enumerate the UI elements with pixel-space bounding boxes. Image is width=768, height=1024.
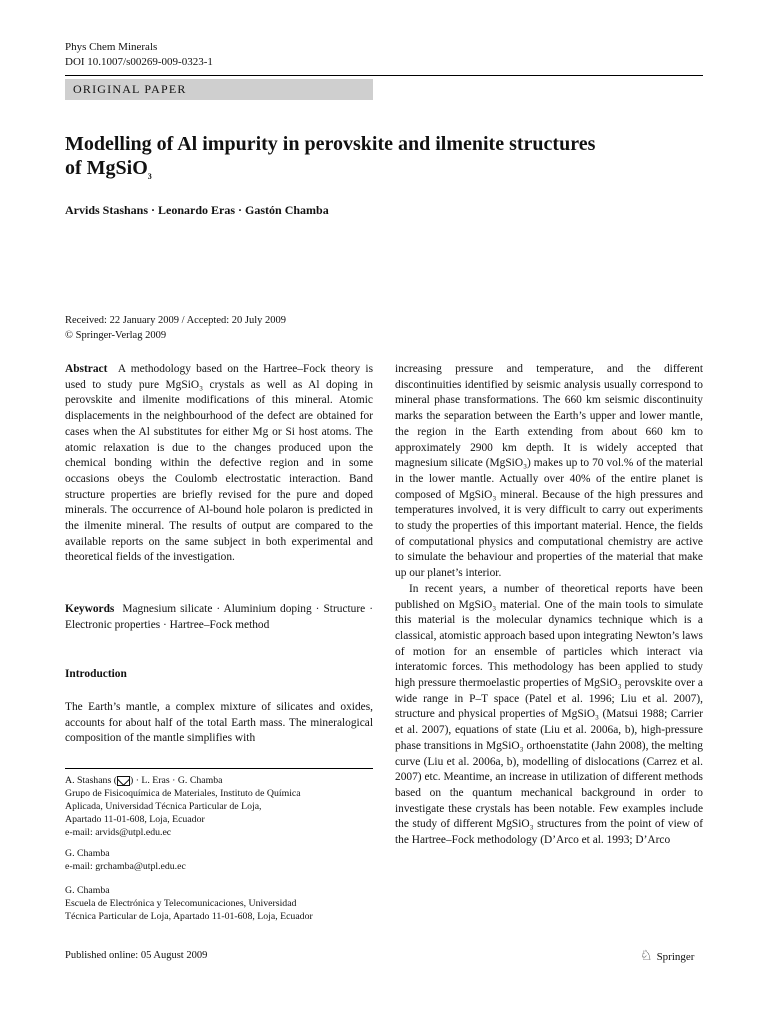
copyright: © Springer-Verlag 2009	[65, 330, 167, 341]
affiliation-1	[65, 774, 373, 839]
affiliation-3-dept: Escuela de Electrónica y Telecomunicaciones, Universidad	[65, 898, 297, 909]
abstract-text: A methodology based on the Hartree–Fock theory is used to study pure MgSiO₃ crystals as well as Al doping in perovskite and ilmenite modifications of this mineral. Atomic displacements in the neighbourhood of the defect are obtained for cases when the Al substitutes for either Mg or Si host atoms. The atomic relaxation is due to the changes produced upon the chemical bonding within the defective region and in some occasions obeys the Coulomb electrostatic interaction. Band structure properties are briefly revised for the pure and doped minerals. The occurrence of Al-bound hole polaron is predicted in the ilmenite mineral. The results of output are compared to the available reports on the same subject in both experimental and theoretical fields of the investigation.	[65, 363, 374, 564]
abstract	[65, 362, 373, 566]
author-name: A. Stashans (	[65, 775, 117, 786]
journal-header	[65, 40, 213, 70]
published-online: Published online: 05 August 2009	[65, 950, 208, 961]
title-line-2-text: of MgSiO	[65, 157, 148, 179]
keywords	[65, 602, 373, 633]
paragraph-1: increasing pressure and temperature, and the different discontinuities identified by seismic analysis usually correspond to mineral phase transformations. The 660 km seismic discontinuity marks the separation between the Earth’s upper and lower mantle, the region in the Earth extending from about 660 km to approximately 2900 km depth. It is widely accepted that magnesium silicate (MgSiO₃) makes up to 70 vol.% of the material in the lower mantle. Actually over 40% of the entire planet is composed of MgSiO₃ mineral. Because of the high pressures and temperatures involved, it is very difficult to carry out experiments to study the properties of this important material. Hence, the fields of computational physics and computational chemistry are active to simulate the behaviour and properties of the material that make up our planet’s interior.	[395, 363, 703, 580]
title-subscript: 3	[147, 172, 152, 181]
doi: DOI 10.1007/s00269-009-0323-1	[65, 56, 213, 68]
keywords-label: Keywords	[65, 603, 115, 615]
dates	[65, 313, 286, 343]
affiliation-3-addr: Técnica Particular de Loja, Apartado 11-01-608, Loja, Ecuador	[65, 911, 313, 922]
affiliation-1-names	[65, 774, 373, 787]
springer-horse-icon: ♘	[640, 949, 653, 964]
affiliation-2	[65, 847, 373, 873]
affiliation-1-inst: Aplicada, Universidad Técnica Particular de Loja,	[65, 801, 262, 812]
article-type-banner: ORIGINAL PAPER	[65, 79, 373, 100]
journal-name: Phys Chem Minerals	[65, 41, 158, 53]
affiliation-rule	[65, 768, 373, 769]
keywords-text: Magnesium silicate · Aluminium doping · Structure · Electronic properties · Hartree–Fock method	[65, 603, 373, 631]
coauthor-names: ) · L. Eras · G. Chamba	[129, 775, 223, 786]
title-line-1: Modelling of Al impurity in perovskite and ilmenite structures	[65, 133, 596, 155]
envelope-icon	[117, 776, 130, 786]
affiliation-2-name: G. Chamba	[65, 848, 110, 859]
paragraph-2: In recent years, a number of theoretical reports have been published on MgSiO₃ material. One of the main tools to simulate this material is the molecular dynamics technique which is a classical, atomistic approach based upon integrating Newton’s laws of motion for an ensemble of particles which interact via interatomic forces. This methodology has been applied to study high pressure thermoelastic properties of MgSiO₃ perovskite over a wide range in P–T space (Patel et al. 1996; Liu et al. 2007), structure and physical properties of MgSiO₃ (Matsui 1988; Carrier et al. 2007), equations of state (Liu et al. 2006a, b), high-pressure phase transitions in MgSiO₃ orthoenstatite (Jahn 2008), the melting curve (Liu et al. 2006a, b), modelling of dislocations (Carrez et al. 2007) etc. Meantime, an increase in utilization of different methods based on the quantum mechanical background in order to investigate these crystals has been notable. Few examples include the study of different MgSiO₃ structures from the point of view of the Hartree–Fock methodology (D’Arco et al. 1993; D’Arco	[395, 582, 703, 847]
title-line-2	[65, 156, 705, 180]
header-rule	[65, 75, 703, 76]
affiliation-2-email: e-mail: grchamba@utpl.edu.ec	[65, 861, 186, 872]
introduction-text: The Earth’s mantle, a complex mixture of silicates and oxides, accounts for about half of the total Earth mass. The mineralogical composition of the mantle simplifies with	[65, 701, 373, 745]
introduction-heading: Introduction	[65, 668, 127, 680]
publisher-logo	[640, 948, 694, 965]
received-accepted: Received: 22 January 2009 / Accepted: 20 July 2009	[65, 315, 287, 326]
publisher-name: Springer	[656, 951, 695, 963]
abstract-label: Abstract	[65, 363, 108, 375]
affiliation-3-name: G. Chamba	[65, 885, 110, 896]
paper-title	[65, 132, 705, 180]
affiliation-1-dept: Grupo de Fisicoquímica de Materiales, Instituto de Química	[65, 788, 301, 799]
affiliation-1-addr: Apartado 11-01-608, Loja, Ecuador	[65, 814, 205, 825]
right-column	[395, 362, 703, 849]
affiliation-3	[65, 884, 373, 923]
affiliation-1-email: e-mail: arvids@utpl.edu.ec	[65, 827, 172, 838]
authors: Arvids Stashans · Leonardo Eras · Gastón Chamba	[65, 203, 329, 217]
